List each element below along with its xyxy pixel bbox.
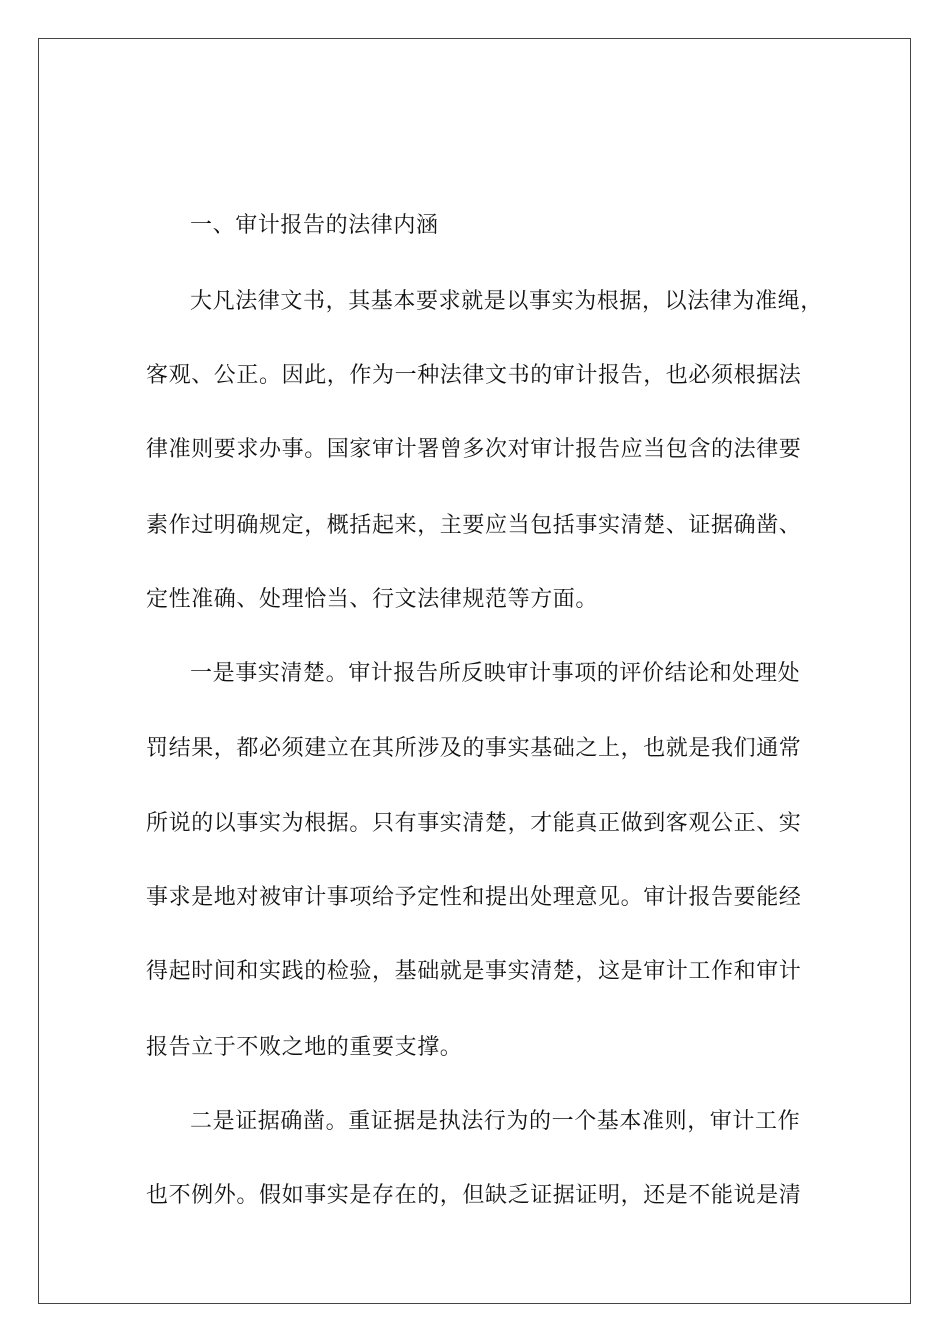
paragraph-line: 罚结果，都必须建立在其所涉及的事实基础之上，也就是我们通常 — [146, 736, 802, 761]
paragraph-line: 事求是地对被审计事项给予定性和提出处理意见。审计报告要能经 — [146, 885, 802, 910]
paragraph-line: 也不例外。假如事实是存在的，但缺乏证据证明，还是不能说是清 — [146, 1183, 802, 1208]
section-heading: 一、审计报告的法律内涵 — [190, 213, 439, 238]
paragraph-line: 报告立于不败之地的重要支撑。 — [146, 1035, 463, 1060]
paragraph-line: 客观、公正。因此，作为一种法律文书的审计报告，也必须根据法 — [146, 363, 802, 388]
paragraph-line: 二是证据确凿。重证据是执法行为的一个基本准则，审计工作 — [190, 1109, 801, 1134]
paragraph-line: 律准则要求办事。国家审计署曾多次对审计报告应当包含的法律要 — [146, 437, 802, 462]
paragraph-line: 得起时间和实践的检验，基础就是事实清楚，这是审计工作和审计 — [146, 959, 802, 984]
paragraph-line: 素作过明确规定，概括起来，主要应当包括事实清楚、证据确凿、 — [146, 513, 802, 538]
paragraph-line: 所说的以事实为根据。只有事实清楚，才能真正做到客观公正、实 — [146, 811, 802, 836]
paragraph-line: 一是事实清楚。审计报告所反映审计事项的评价结论和处理处 — [190, 661, 801, 686]
paragraph-line: 大凡法律文书，其基本要求就是以事实为根据，以法律为准绳， — [190, 289, 823, 314]
paragraph-line: 定性准确、处理恰当、行文法律规范等方面。 — [146, 587, 599, 612]
